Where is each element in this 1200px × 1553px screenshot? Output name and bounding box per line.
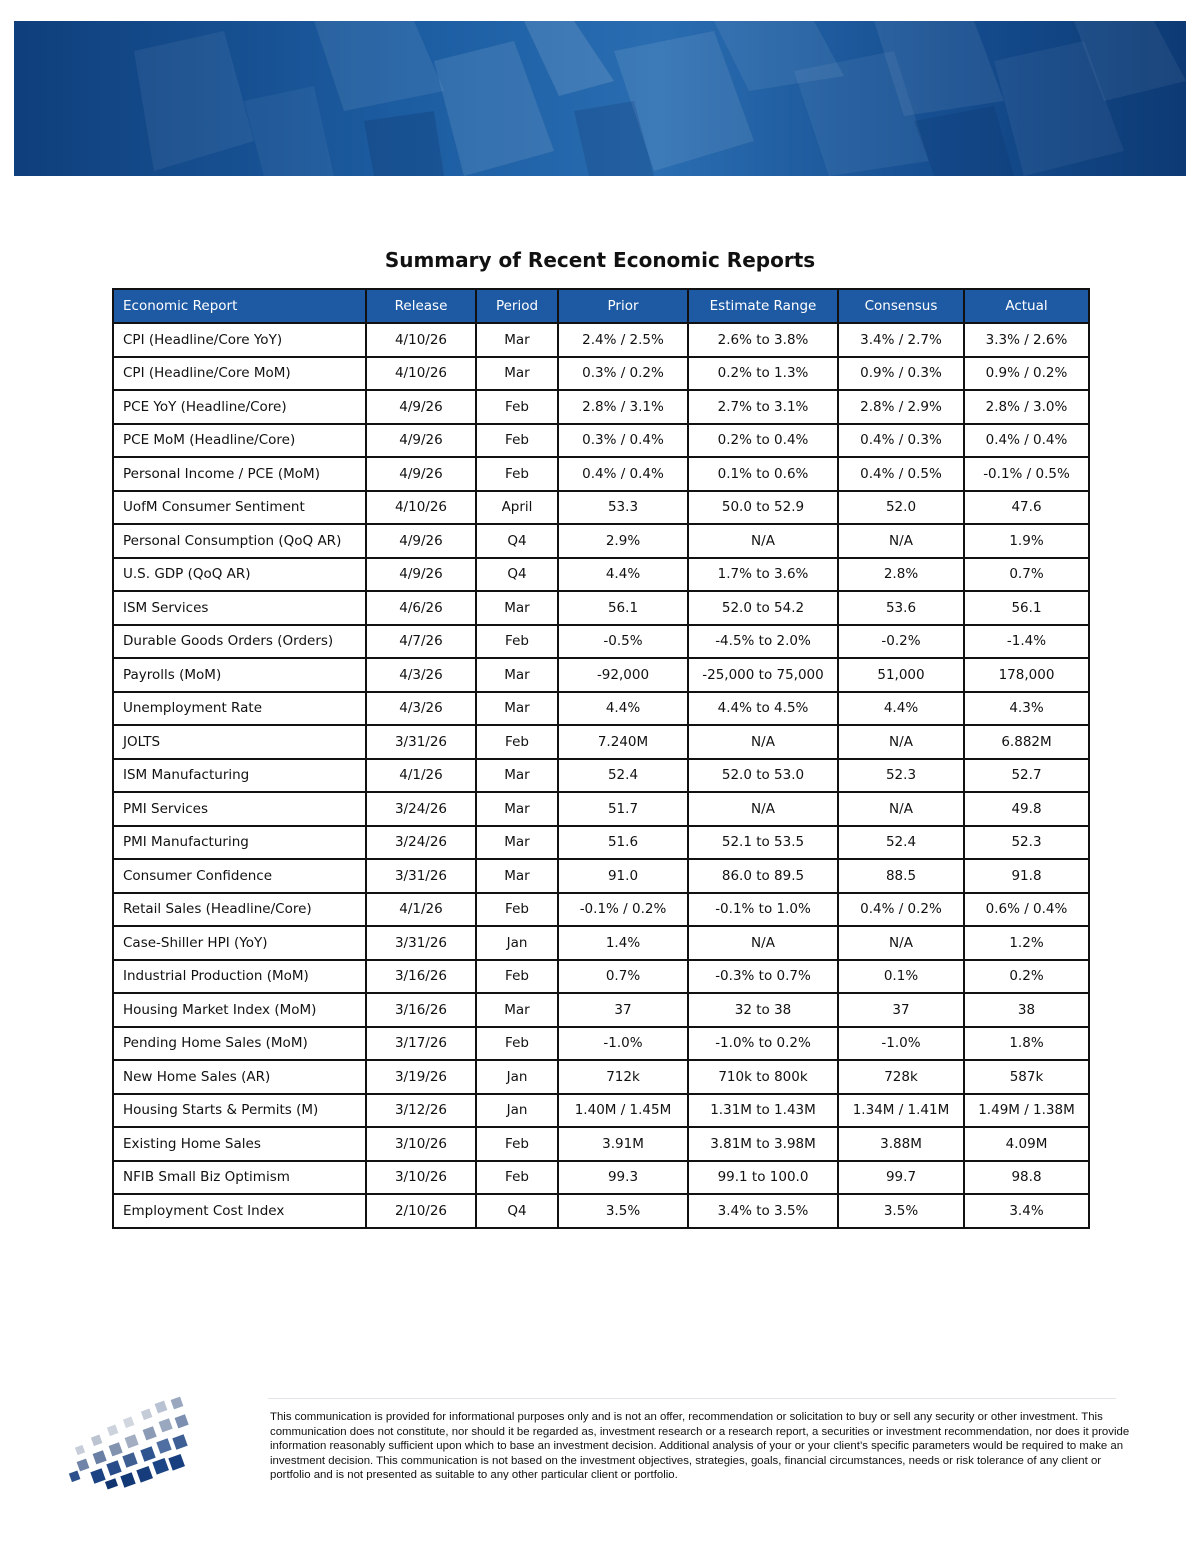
table-cell: 52.3 [838, 759, 964, 793]
table-cell: Q4 [476, 524, 558, 558]
table-cell: 4.4% [558, 558, 688, 592]
table-cell: 0.3% / 0.4% [558, 424, 688, 458]
table-cell: -25,000 to 75,000 [688, 658, 838, 692]
table-cell: 3.5% [558, 1194, 688, 1228]
disclaimer-text: This communication is provided for informational purposes only and is not an offer, recommendation or solicitation to buy or sell any security or other investment. This communication does not constitute, nor should it be regarded as, investment research or a research report, a securities or investment recommendation, nor does it provide information reasonably sufficient upon which to base an investment decision. Additional analysis of your or your client’s specific parameters would be required to make an investment decision. This communication is not based on the investment objectives, strategies, goals, financial circumstances, needs or risk tolerance of any client or portfolio and is not presented as suitable to any other particular client or portfolio. [270, 1411, 1130, 1480]
table-cell: Jan [476, 1094, 558, 1128]
report-name-cell: PMI Manufacturing [113, 826, 366, 860]
table-cell: 587k [964, 1060, 1089, 1094]
table-cell: 52.1 to 53.5 [688, 826, 838, 860]
table-row [113, 591, 1089, 625]
table-cell: 0.7% [558, 960, 688, 994]
table-cell: 4/10/26 [366, 323, 476, 357]
table-cell: 0.1% [838, 960, 964, 994]
report-name-cell: U.S. GDP (QoQ AR) [113, 558, 366, 592]
table-cell: Feb [476, 1127, 558, 1161]
header-banner [14, 21, 1186, 176]
economic-reports-table [112, 288, 1090, 1229]
table-cell: Mar [476, 692, 558, 726]
table-cell: 3.4% / 2.7% [838, 323, 964, 357]
table-cell: 4.4% [838, 692, 964, 726]
report-name-cell: PCE MoM (Headline/Core) [113, 424, 366, 458]
report-name-cell: Consumer Confidence [113, 859, 366, 893]
table-cell: Feb [476, 457, 558, 491]
table-cell: Mar [476, 323, 558, 357]
report-name-cell: Payrolls (MoM) [113, 658, 366, 692]
table-row [113, 826, 1089, 860]
table-cell: 2.6% to 3.8% [688, 323, 838, 357]
report-name-cell: Housing Starts & Permits (M) [113, 1094, 366, 1128]
table-cell: -4.5% to 2.0% [688, 625, 838, 659]
report-name-cell: CPI (Headline/Core YoY) [113, 323, 366, 357]
table-row [113, 859, 1089, 893]
table-cell: 0.9% / 0.2% [964, 357, 1089, 391]
table-cell: 51.7 [558, 792, 688, 826]
table-cell: 7.240M [558, 725, 688, 759]
table-cell: Mar [476, 826, 558, 860]
pixel-globe-logo-icon [64, 1394, 192, 1490]
report-name-cell: Industrial Production (MoM) [113, 960, 366, 994]
report-name-cell: CPI (Headline/Core MoM) [113, 357, 366, 391]
table-cell: 52.4 [558, 759, 688, 793]
table-cell: Mar [476, 658, 558, 692]
table-cell: 0.9% / 0.3% [838, 357, 964, 391]
table-cell: 3/19/26 [366, 1060, 476, 1094]
table-cell: 1.9% [964, 524, 1089, 558]
table-cell: 4/3/26 [366, 658, 476, 692]
table-cell: Mar [476, 357, 558, 391]
table-row [113, 457, 1089, 491]
table-cell: 52.4 [838, 826, 964, 860]
table-cell: 3.81M to 3.98M [688, 1127, 838, 1161]
table-cell: 3/24/26 [366, 792, 476, 826]
table-row [113, 1094, 1089, 1128]
table-cell: 53.3 [558, 491, 688, 525]
table-cell: 3/24/26 [366, 826, 476, 860]
table-cell: 0.4% / 0.5% [838, 457, 964, 491]
table-cell: Jan [476, 1060, 558, 1094]
table-cell: 2.8% / 3.0% [964, 390, 1089, 424]
table-cell: Mar [476, 859, 558, 893]
report-name-cell: Employment Cost Index [113, 1194, 366, 1228]
table-cell: 0.4% / 0.4% [964, 424, 1089, 458]
table-cell: 1.49M / 1.38M [964, 1094, 1089, 1128]
table-cell: 52.0 to 53.0 [688, 759, 838, 793]
report-name-cell: ISM Manufacturing [113, 759, 366, 793]
table-cell: 3/10/26 [366, 1161, 476, 1195]
table-cell: 2.4% / 2.5% [558, 323, 688, 357]
col-header-consensus: Consensus [838, 289, 964, 323]
table-cell: Q4 [476, 1194, 558, 1228]
report-name-cell: PCE YoY (Headline/Core) [113, 390, 366, 424]
table-cell: 4.3% [964, 692, 1089, 726]
table-cell: 38 [964, 993, 1089, 1027]
table-cell: 0.6% / 0.4% [964, 893, 1089, 927]
report-name-cell: Personal Income / PCE (MoM) [113, 457, 366, 491]
col-header-actual: Actual [964, 289, 1089, 323]
table-cell: -1.0% to 0.2% [688, 1027, 838, 1061]
table-cell: 98.8 [964, 1161, 1089, 1195]
table-cell: 1.40M / 1.45M [558, 1094, 688, 1128]
report-name-cell: UofM Consumer Sentiment [113, 491, 366, 525]
table-cell: 52.0 [838, 491, 964, 525]
table-cell: 53.6 [838, 591, 964, 625]
table-cell: -1.4% [964, 625, 1089, 659]
table-cell: 4/3/26 [366, 692, 476, 726]
table-row [113, 390, 1089, 424]
table-cell: 3/31/26 [366, 926, 476, 960]
table-cell: 52.3 [964, 826, 1089, 860]
table-cell: 3/16/26 [366, 960, 476, 994]
table-cell: N/A [688, 725, 838, 759]
table-cell: 99.7 [838, 1161, 964, 1195]
table-cell: 1.2% [964, 926, 1089, 960]
table-cell: 0.2% [964, 960, 1089, 994]
table-row [113, 1194, 1089, 1228]
table-cell: N/A [838, 524, 964, 558]
table-row [113, 893, 1089, 927]
table-cell: 1.8% [964, 1027, 1089, 1061]
table-cell: Feb [476, 625, 558, 659]
table-cell: -0.1% to 1.0% [688, 893, 838, 927]
table-row [113, 960, 1089, 994]
table-cell: 99.3 [558, 1161, 688, 1195]
table-cell: 728k [838, 1060, 964, 1094]
page-title: Summary of Recent Economic Reports [384, 248, 816, 272]
table-cell: 1.4% [558, 926, 688, 960]
footer-divider [268, 1398, 1116, 1399]
col-header-period: Period [476, 289, 558, 323]
table-body [113, 323, 1089, 1228]
table-cell: 4.09M [964, 1127, 1089, 1161]
table-cell: 4.4% to 4.5% [688, 692, 838, 726]
table-cell: 6.882M [964, 725, 1089, 759]
table-cell: 99.1 to 100.0 [688, 1161, 838, 1195]
report-name-cell: Durable Goods Orders (Orders) [113, 625, 366, 659]
table-cell: 91.8 [964, 859, 1089, 893]
table-cell: Feb [476, 893, 558, 927]
table-cell: 4/9/26 [366, 558, 476, 592]
table-cell: 3/31/26 [366, 859, 476, 893]
table-cell: 0.1% to 0.6% [688, 457, 838, 491]
report-name-cell: JOLTS [113, 725, 366, 759]
table-cell: 0.4% / 0.3% [838, 424, 964, 458]
table-cell: 0.2% to 0.4% [688, 424, 838, 458]
table-cell: 49.8 [964, 792, 1089, 826]
table-cell: Feb [476, 960, 558, 994]
table-row [113, 558, 1089, 592]
table-cell: Mar [476, 993, 558, 1027]
table-cell: April [476, 491, 558, 525]
table-cell: 4.4% [558, 692, 688, 726]
table-header-row [113, 289, 1089, 323]
table-cell: 4/1/26 [366, 759, 476, 793]
table-row [113, 1127, 1089, 1161]
table-cell: Feb [476, 1027, 558, 1061]
table-cell: 0.3% / 0.2% [558, 357, 688, 391]
table-row [113, 926, 1089, 960]
table-cell: N/A [688, 792, 838, 826]
table-cell: Jan [476, 926, 558, 960]
table-cell: 4/9/26 [366, 424, 476, 458]
table-cell: Feb [476, 1161, 558, 1195]
report-name-cell: Pending Home Sales (MoM) [113, 1027, 366, 1061]
table-cell: 0.4% / 0.2% [838, 893, 964, 927]
table-cell: 37 [838, 993, 964, 1027]
table-cell: -1.0% [558, 1027, 688, 1061]
table-cell: 3.5% [838, 1194, 964, 1228]
table-cell: 0.4% / 0.4% [558, 457, 688, 491]
table-cell: 3.91M [558, 1127, 688, 1161]
table-row [113, 1060, 1089, 1094]
table-cell: 3.4% to 3.5% [688, 1194, 838, 1228]
table-cell: 1.7% to 3.6% [688, 558, 838, 592]
table-cell: Mar [476, 759, 558, 793]
table-cell: 3.88M [838, 1127, 964, 1161]
table-cell: 50.0 to 52.9 [688, 491, 838, 525]
table-row [113, 625, 1089, 659]
table-row [113, 1027, 1089, 1061]
table-cell: 3/17/26 [366, 1027, 476, 1061]
table-cell: 3/16/26 [366, 993, 476, 1027]
table-row [113, 725, 1089, 759]
table-cell: -0.3% to 0.7% [688, 960, 838, 994]
table-cell: 4/7/26 [366, 625, 476, 659]
table-cell: 4/10/26 [366, 357, 476, 391]
table-cell: 4/10/26 [366, 491, 476, 525]
table-cell: 56.1 [964, 591, 1089, 625]
table-row [113, 1161, 1089, 1195]
table-cell: 1.31M to 1.43M [688, 1094, 838, 1128]
report-name-cell: Case-Shiller HPI (YoY) [113, 926, 366, 960]
table-cell: Mar [476, 792, 558, 826]
table-row [113, 759, 1089, 793]
table-cell: 3.3% / 2.6% [964, 323, 1089, 357]
table-cell: 52.0 to 54.2 [688, 591, 838, 625]
table-row [113, 524, 1089, 558]
table-cell: Feb [476, 390, 558, 424]
table-cell: 4/9/26 [366, 390, 476, 424]
table-cell: 37 [558, 993, 688, 1027]
table-cell: 178,000 [964, 658, 1089, 692]
col-header-release: Release [366, 289, 476, 323]
table-cell: N/A [838, 792, 964, 826]
table-row [113, 323, 1089, 357]
table-cell: 51,000 [838, 658, 964, 692]
table-cell: -1.0% [838, 1027, 964, 1061]
table-cell: 88.5 [838, 859, 964, 893]
table-cell: N/A [688, 926, 838, 960]
table-cell: 4/9/26 [366, 524, 476, 558]
report-name-cell: Unemployment Rate [113, 692, 366, 726]
table-cell: 710k to 800k [688, 1060, 838, 1094]
table-row [113, 692, 1089, 726]
table-cell: 1.34M / 1.41M [838, 1094, 964, 1128]
table-row [113, 792, 1089, 826]
table-cell: Feb [476, 424, 558, 458]
table-cell: -0.5% [558, 625, 688, 659]
table-cell: -0.2% [838, 625, 964, 659]
table-cell: Q4 [476, 558, 558, 592]
table-cell: 3/31/26 [366, 725, 476, 759]
table-cell: 51.6 [558, 826, 688, 860]
table-row [113, 993, 1089, 1027]
table-cell: 2.9% [558, 524, 688, 558]
table-cell: 712k [558, 1060, 688, 1094]
table-cell: 3/10/26 [366, 1127, 476, 1161]
report-name-cell: Housing Market Index (MoM) [113, 993, 366, 1027]
report-name-cell: PMI Services [113, 792, 366, 826]
table-cell: N/A [688, 524, 838, 558]
table-cell: N/A [838, 926, 964, 960]
table-cell: 2.8% [838, 558, 964, 592]
table-cell: 0.7% [964, 558, 1089, 592]
table-cell: 4/1/26 [366, 893, 476, 927]
report-name-cell: New Home Sales (AR) [113, 1060, 366, 1094]
table-cell: -92,000 [558, 658, 688, 692]
table-cell: 91.0 [558, 859, 688, 893]
table-row [113, 424, 1089, 458]
report-name-cell: ISM Services [113, 591, 366, 625]
table-cell: 0.2% to 1.3% [688, 357, 838, 391]
table-cell: 4/9/26 [366, 457, 476, 491]
table-cell: N/A [838, 725, 964, 759]
report-name-cell: NFIB Small Biz Optimism [113, 1161, 366, 1195]
table-row [113, 491, 1089, 525]
table-cell: 2/10/26 [366, 1194, 476, 1228]
table-cell: 32 to 38 [688, 993, 838, 1027]
table-row [113, 658, 1089, 692]
col-header-economic-report: Economic Report [113, 289, 366, 323]
table-cell: 2.8% / 3.1% [558, 390, 688, 424]
report-name-cell: Retail Sales (Headline/Core) [113, 893, 366, 927]
table-cell: Feb [476, 725, 558, 759]
table-cell: 52.7 [964, 759, 1089, 793]
table-cell: -0.1% / 0.5% [964, 457, 1089, 491]
banner-pattern [14, 21, 1186, 176]
table-cell: 3.4% [964, 1194, 1089, 1228]
table-cell: 2.8% / 2.9% [838, 390, 964, 424]
table-row [113, 357, 1089, 391]
table-cell: 3/12/26 [366, 1094, 476, 1128]
table-cell: 2.7% to 3.1% [688, 390, 838, 424]
table-cell: 47.6 [964, 491, 1089, 525]
col-header-prior: Prior [558, 289, 688, 323]
table-cell: Mar [476, 591, 558, 625]
report-name-cell: Personal Consumption (QoQ AR) [113, 524, 366, 558]
table-cell: -0.1% / 0.2% [558, 893, 688, 927]
col-header-estimate-range: Estimate Range [688, 289, 838, 323]
report-name-cell: Existing Home Sales [113, 1127, 366, 1161]
table-cell: 86.0 to 89.5 [688, 859, 838, 893]
table-cell: 4/6/26 [366, 591, 476, 625]
table-cell: 56.1 [558, 591, 688, 625]
